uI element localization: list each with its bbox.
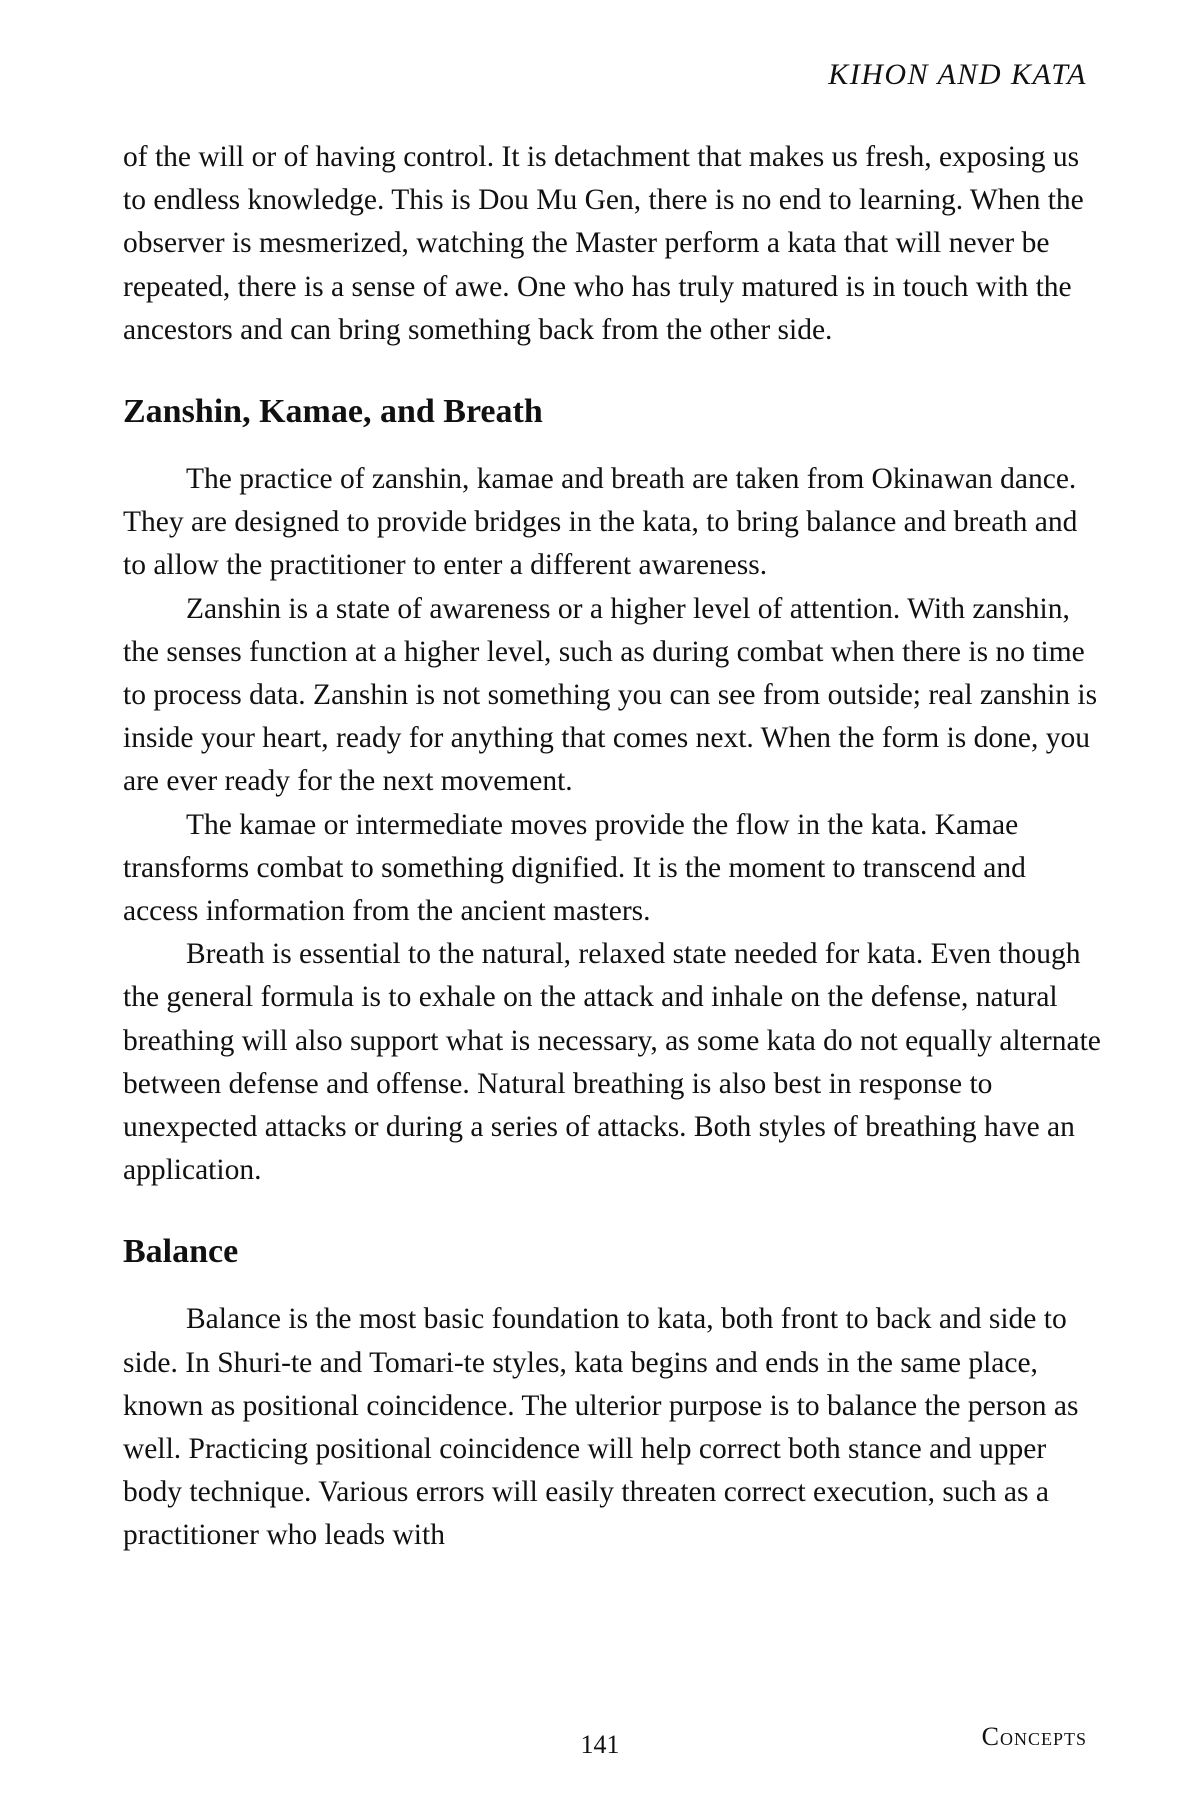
footer-section-label: Concepts [981,1722,1087,1751]
page-body [123,136,1103,1558]
section-heading-balance: Balance [123,1233,239,1271]
running-head: KIHON AND KATA [828,58,1087,91]
paragraph: Zanshin is a state of awareness or a higher level of attention. With zanshin, the senses function at a higher level, such as during combat when there is no time to process data. Zanshin is not something you can see from outside; real zanshin is inside your heart, ready for anything that comes next. When the form is done, you are ever ready for the next movement. [123,592,1098,798]
section-heading-zanshin: Zanshin, Kamae, and Breath [123,393,543,431]
paragraph: The kamae or intermediate moves provide the flow in the kata. Kamae transforms combat to something dignified. It is the moment to transcend and access information from the ancient masters. [123,808,1026,928]
paragraph: Breath is essential to the natural, relaxed state needed for kata. Even though the general formula is to exhale on the attack and inhale on the defense, natural breathing will also support what is necessary, as some kata do not equally alternate between defense and offense. Natural breathing is also best in response to unexpected attacks or during a series of attacks. Both styles of breathing have an application. [123,938,1101,1187]
paragraph: Balance is the most basic foundation to kata, both front to back and side to side. In Shuri-te and Tomari-te styles, kata begins and ends in the same place, known as positional coincidence. The ulterior purpose is to balance the person as well. Practicing positional coincidence will help correct both stance and upper body technique. Various errors will easily threaten correct execution, such as a practitioner who leads with [123,1303,1079,1552]
page-number: 141 [580,1730,620,1759]
intro-paragraph: of the will or of having control. It is detachment that makes us fresh, exposing us to endless knowledge. This is Dou Mu Gen, there is no end to learning. When the observer is mesmerized, watching the Master perform a kata that will never be repeated, there is a sense of awe. One who has truly matured is in touch with the ancestors and can bring something back from the other side. [123,141,1084,346]
paragraph: The practice of zanshin, kamae and breath are taken from Okinawan dance. They are designed to provide bridges in the kata, to bring balance and breath and to allow the practitioner to enter a different awareness. [123,463,1078,582]
